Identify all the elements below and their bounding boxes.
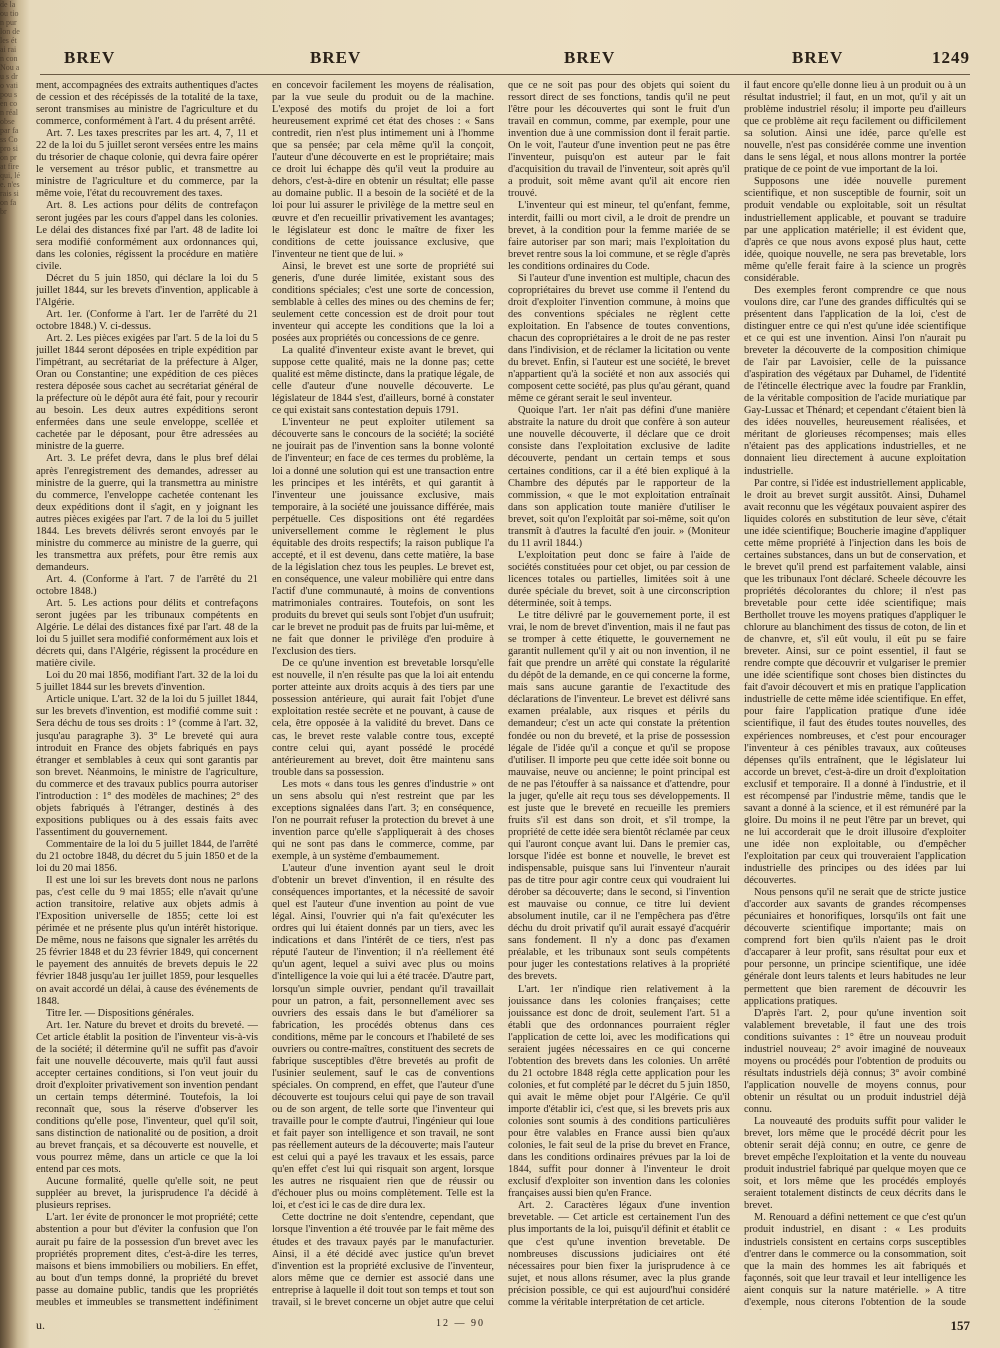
footer-sheet-mark: 12 — 90	[436, 1318, 485, 1329]
paragraph: De ce qu'une invention est brevetable lorsqu'elle est nouvelle, il n'en résulte pas que la loi ait entendu porter atteinte aux droits acquis à des tiers par une possession antérieure, qui aurait fait l'objet d'une exploitation restée secrète et ne pouvant, à cause de cela, être opposée à la validité du brevet. Dans ce cas, le brevet reste valable contre tous, excepté contre celui qui, ayant possédé le procédé antérieurement au brevet, doit être maintenu sans trouble dans sa possession.	[272, 658, 494, 778]
margin-text-fragment: de la ou tion pur lon de les étai rain con Nou au s dro vati pou sen con réal obse par fass Co pro sion prat fire qui, lée. n'es rais sion fabr	[0, 0, 20, 216]
page-number: 1249	[932, 48, 970, 67]
paragraph: L'exploitation peut donc se faire à l'aide de sociétés constituées pour cet objet, ou par cession de licences totales ou partielles, limitées soit à une durée spéciale du brevet, soit à une circonscription déterminée, soit à temps.	[508, 549, 730, 610]
paragraph: Art. 3. Le préfet devra, dans le plus bref délai après l'enregistrement des demandes, adresser au ministre de la guerre, qui la transmettra au ministre du commerce, l'enveloppe cachetée contenant les deux expéditions dont il s'agit, en y joignant les autres pièces exigées par l'art. 7 de la loi du 5 juillet 1844. Les brevets délivrés seront envoyés par le ministre du commerce au ministre de la guerre, qui les transmettra aux préfets, pour être remis aux demandeurs.	[36, 453, 258, 573]
paragraph: L'art. 1er n'indique rien relativement à la jouissance dans les colonies françaises; cette jouissance est donc de droit, seulement l'art. 51 a établi que des ordonnances pourraient régler l'application de cette loi, avec les modifications qui seraient jugées nécessaires en ce qui concerne l'obtention des brevets dans les colonies. Un arrêté du 21 octobre 1848 régla cette application pour les colonies, et fut complété par le décret du 5 juin 1850, qui avait le même objet pour l'Algérie. Ce qu'il importe d'établir ici, c'est que, si les brevets pris aux colonies sont soumis à des conditions particulières pour être valables en France aussi bien qu'aux colonies, le fait seul de la prise du brevet en France, dans les conditions ordinaires prévues par la loi de 1844, suffit pour donner à l'inventeur le droit exclusif d'exploiter son invention dans les colonies françaises aussi bien qu'en France.	[508, 983, 730, 1200]
page-footer	[36, 1318, 970, 1342]
paragraph: Des exemples feront comprendre ce que nous voulons dire, car l'une des grandes difficultés qui se présentent dans l'application de la loi, c'est de distinguer entre ce qui n'est qu'une idée scientifique et ce qui est une invention. Ainsi l'on n'aurait pu breveter la découverte de la composition chimique de l'air par Lavoisier, celle de la puissance d'aspiration des végétaux par Duhamel, de l'identité de l'étincelle électrique avec la foudre par Franklin, de la véritable composition de l'acide muriatique par Gay-Lussac et Thénard; et cependant c'étaient bien là des idées nouvelles, heureusement réalisées, et méritant de glorieuses récompenses; mais elles n'étaient pas des applications industrielles, et ne donnaient lieu directement à aucune exploitation industrielle.	[744, 284, 966, 477]
header-word-2: BREV	[310, 48, 362, 67]
paragraph: L'auteur d'une invention ayant seul le droit d'obtenir un brevet d'invention, il en résulte des conséquences importantes, et la nécessité de savoir quel est l'auteur d'une invention au point de vue légal. Ainsi, l'ouvrier qui n'a fait qu'exécuter les ordres qui lui étaient donnés par un tiers, avec les indications et dans l'intérêt de ce tiers, n'est pas réputé l'auteur de l'invention; il n'a réellement été qu'un agent, lequel a suivi avec plus ou moins d'intelligence la voie qui lui a été tracée. D'autre part, lorsqu'un simple ouvrier, pendant qu'il travaillait pour un patron, a fait, personnellement avec ses ouvriers des essais dans le but d'améliorer sa fabrication, les procédés obtenus dans ces conditions, même par le concours et l'habileté de ses ouvriers ou contre-maîtres, constituent des secrets de fabrique susceptibles d'être brevetés au profit de l'usinier seulement, sauf le cas de conventions spéciales. On comprend, en effet, que l'auteur d'une découverte est toujours celui qui paye de son travail ou de son argent, de telle sorte que l'inventeur qui travaille pour le compte d'autrui, l'ingénieur qui loue et fait payer son intelligence et son travail, ne sont pas réellement auteurs de la découverte; mais l'auteur est celui qui a payé les travaux et les essais, parce qu'en effet c'est lui qui risquait son argent, lorsque les autres ne risquaient rien que de réussir ou d'échouer plus ou moins complètement. Telle est la loi, et c'est ici le cas de dire dura lex.	[272, 863, 494, 1212]
paragraph: Par contre, si l'idée est industriellement applicable, le droit au brevet surgit aussitôt. Ainsi, Duhamel avait reconnu que les végétaux pouvaient aspirer des liquides colorés en substitution de leur sève, c'était une idée scientifique; Boucherie imagine d'appliquer cette même propriété à l'injection dans les bois de certaines substances, dans un but de conservation, et le brevet qu'il prend est parfaitement valable, ainsi que les tribunaux l'ont déclaré. Scheele découvre les propriétés décolorantes du chlore; il n'est pas brevetable pour cette idée scientifique; mais Berthollet trouve les moyens pratiques d'appliquer le chlorure au blanchiment des tissus de coton, de lin et de chanvre, et, s'il eût voulu, il eût pu se faire breveter. Ainsi, sur ce point essentiel, il faut se rendre compte que découvrir et vulgariser le premier une idée scientifique sont choses bien distinctes du fait d'avoir découvert et mis en pratique l'application industrielle de cette même idée scientifique. En effet, pour faire l'application pratique d'une idée scientifique, il faut des études toutes nouvelles, des expériences nombreuses, et c'est pour encourager l'inventeur à ces pénibles travaux, aux coûteuses dépenses qu'ils entraînent, que le législateur lui accorde un brevet, c'est-à-dire un droit d'exploitation exclusif et temporaire. Il a donné à l'industrie, et il est récompensé par l'industrie même, tandis que le savant a donné à la science, et il est rémunéré par la gloire. Du moins il ne peut l'être par un brevet, qui ne lui accorderait que le droit illusoire d'exploiter une idée non exploitable, ou d'empêcher l'exploitation par ceux qui trouveraient l'application industrielle des principes ou des idées par lui découvertes.	[744, 477, 966, 887]
paragraph: Aucune formalité, quelle qu'elle soit, ne peut suppléer au brevet, la jurisprudence l'a décidé à plusieurs reprises.	[36, 1176, 258, 1212]
paragraph	[508, 1309, 730, 1310]
paragraph: Quoique l'art. 1er n'ait pas défini d'une manière abstraite la nature du droit que confère à son auteur une nouvelle découverte, il déclare que ce droit consiste dans l'exploitation exclusive de ladite découverte, pendant un certain temps et sous certaines conditions, car il a été bien expliqué à la Chambre des députés par le rapporteur de la commission, « que le mot exploitation entraînait dans son application toute manière d'utiliser le brevet, soit qu'on l'exploitât par soi-même, soit qu'on transmît à d'autres la faculté d'en jouir. » (Moniteur du 11 avril 1844.)	[508, 405, 730, 549]
paragraph: L'inventeur qui est mineur, tel qu'enfant, femme, interdit, failli ou mort civil, a le droit de prendre un brevet, à la condition pour la femme mariée de se faire autoriser par son mari; mais l'exploitation du brevet rentre sous la loi commune, et se règle d'après les conditions ordinaires du Code.	[508, 200, 730, 272]
paragraph: que ce ne soit pas pour des objets qui soient du ressort direct de ses fonctions, tandis qu'il ne peut l'être pour les découvertes qui sont le fruit d'un travail en commun, comme, par exemple, pour une invention due à une commission dont il ferait partie. On le voit, l'auteur d'une invention peut ne pas être l'inventeur, puisqu'on est auteur par le fait d'acquisition du travail de l'inventeur, soit après qu'il a produit, soit même avant qu'il ait encore rien trouvé.	[508, 80, 730, 200]
paragraph: Loi du 20 mai 1856, modifiant l'art. 32 de la loi du 5 juillet 1844 sur les brevets d'invention.	[36, 670, 258, 694]
paragraph: L'inventeur ne peut exploiter utilement sa découverte sans le concours de la société; la société ne jouirait pas de l'invention sans la bonne volonté de l'inventeur; en face de ces termes du problème, la loi a donné une solution qui est une transaction entre les principes et les intérêts, et qui garantit à l'inventeur une jouissance exclusive, mais temporaire, à la société une jouissance différée, mais perpétuelle. Ces dispositions ont été regardées universellement comme le règlement le plus équitable des droits respectifs; la raison publique l'a accepté, et il est devenu, dans cette matière, la base de la législation chez tous les peuples. Le brevet est, en conséquence, une valeur mobilière qui entre dans l'actif d'une communauté, à moins de conventions matrimoniales contraires. Toutefois, on sont les produits du brevet qui seuls sont l'objet d'un usufruit; car le brevet ne produit pas de fruits par lui-même, et ne fait que donner le privilège d'en produire à l'exclusion des tiers.	[272, 417, 494, 658]
column-1	[36, 80, 258, 1310]
paragraph: Art. 5. Les actions pour délits et contrefaçons seront jugées par les tribunaux compétents en Algérie. Le délai des distances fixé par l'art. 48 de la loi du 5 juillet sera modifié conformément aux lois et décrets qui, dans l'Algérie, régissent la procédure en matière civile.	[36, 598, 258, 670]
paragraph: Cette doctrine ne doit s'entendre, cependant, que lorsque l'invention a été trouvée par le fait même des études et des travaux payés par le manufacturier. Ainsi, il a été décidé avec justice qu'un brevet d'invention est la propriété exclusive de l'inventeur, alors même que ce dernier est associé dans une entreprise à laquelle il doit tout son temps et tout son travail, si le brevet concerne un objet autre que celui	[272, 1212, 494, 1308]
paragraph: Les mots « dans tous les genres d'industrie » ont un sens absolu qui n'est restreint que par les exceptions signalées dans l'art. 3; en conséquence, l'on ne pourrait refuser la protection du brevet à une invention parce qu'elle s'appliquerait à des choses qui ne sont pas dans le commerce, comme, par exemple, à un système d'embaumement.	[272, 778, 494, 862]
column-2	[272, 80, 494, 1310]
header-word-3: BREV	[564, 48, 616, 67]
paragraph: L'art. 1er évite de prononcer le mot propriété; cette abstention a pour but d'éviter la confusion que l'on aurait pu faire de la possession d'un brevet avec les propriétés proprement dites, c'est-à-dire les terres, maisons et biens immobiliers ou mobiliers. En effet, au bout d'un temps donné, la propriété du brevet passe au domaine public, tandis que les propriétés meubles et immeubles se transmettent indéfiniment	[36, 1212, 258, 1308]
footer-signature: u.	[36, 1318, 45, 1332]
paragraph: Art. 1er. (Conforme à l'art. 1er de l'arrêté du 21 octobre 1848.) V. ci-dessus.	[36, 308, 258, 332]
paragraph: Le titre délivré par le gouvernement porte, il est vrai, le nom de brevet d'invention, mais il ne faut pas se tromper à cette étiquette, le gouvernement ne garantit nullement qu'il y ait ou non invention, il ne fait que prendre un arrêté qui constate la régularité du dépôt de la demande, en ce qui concerne la forme, mais sans aucune garantie de l'exactitude des déclarations de l'inventeur. Le brevet est délivré sans examen préalable, aux risques et périls du demandeur; c'est un acte qui constate la prétention fondée ou non du breveté, et la prise de possession légale de l'idée qu'il a conçue et qu'il se propose d'utiliser. Il importe peu que cette idée soit bonne ou mauvaise, neuve ou ancienne; le point principal est de ne pas l'étouffer à sa naissance et d'attendre, pour la juger, qu'elle ait reçu tous ses développements. Il est juste que le breveté en recueille les premiers fruits s'il est dans son droit, et s'il trompe, la propriété de cette idée sera bientôt réclamée par ceux qui l'auront conçue avant lui. Dans le premier cas, lorsque l'idée est bonne et nouvelle, le brevet est indispensable, puisque sans lui l'inventeur n'aurait pas de titre pour agir contre ceux qui voudraient lui dérober sa découverte; dans le second, si l'invention est mauvaise ou connue, ce titre lui devient absolument inutile, car il ne l'empêchera pas d'être déchu du droit privatif qu'il aurait essayé d'acquérir sans fondement. Il n'y a donc pas d'examen préalable, et les tribunaux sont seuls compétents pour juger les contestations relatives à la propriété des brevets.	[508, 610, 730, 983]
column-4	[744, 80, 966, 1310]
text-columns	[36, 80, 980, 1310]
paragraph: M. Renouard a défini nettement ce que c'est qu'un produit industriel, en disant : « Les produits industriels consistent en certains corps susceptibles d'entrer dans le commerce ou la consommation, soit que la main des hommes les ait fabriqués et façonnés, soit que leur travail et leur intelligence les aient conquis sur la nature matérielle. » A titre d'exemple, nous citerons l'obtention de la soude	[744, 1212, 966, 1308]
paragraph: D'après l'art. 2, pour qu'une invention soit valablement brevetable, il faut une des trois conditions suivantes : 1° être un nouveau produit industriel nouveau; 2° avoir imaginé de nouveaux moyens ou procédés pour l'obtention de produits ou résultats industriels déjà connus; 3° avoir combiné l'application nouvelle de moyens connus, pour obtenir un résultat ou un produit industriel déjà connu.	[744, 1007, 966, 1115]
footer-page-number: 157	[950, 1318, 970, 1333]
paragraph: Supposons une idée nouvelle purement scientifique, et non susceptible de fournir, soit un produit vendable ou exploitable, soit un résultat industriellement applicable, et pouvant se traduire par une application matérielle; il est évident que, d'après ce que nous avons exposé plus haut, cette idée, quoique nouvelle, ne sera pas brevetable, lors même qu'elle ferait faire à la science un progrès considérable.	[744, 176, 966, 284]
paragraph: Art. 2. Caractères légaux d'une invention brevetable. — Cet article est certainement l'un des plus importants de la loi, puisqu'il définit et établit ce que c'est qu'une invention brevetable. De nombreuses discussions judiciaires ont été nécessaires pour bien fixer la jurisprudence à ce sujet, et nous allons résumer, avec la plus grande précision possible, ce qui est aujourd'hui considéré comme la véritable interprétation de cet article.	[508, 1200, 730, 1308]
paragraph: La nouveauté des produits suffit pour valider le brevet, lors même que le procédé décrit pour les obtenir serait déjà connu; en outre, ce genre de brevet empêche l'exploitation et la vente du nouveau produit industriel fabriqué par quelque moyen que ce soit, et lors même que les procédés employés seraient totalement distincts de ceux décrits dans le brevet.	[744, 1116, 966, 1212]
paragraph: Art. 8. Les actions pour délits de contrefaçon seront jugées par les cours d'appel dans les colonies. Le délai des distances fixé par l'art. 48 de ladite loi sera modifié conformément aux ordonnances qui, dans les colonies, régissent la procédure en matière civile.	[36, 200, 258, 272]
header-word-1: BREV	[64, 48, 116, 67]
paragraph: ment, accompagnées des extraits authentiques d'actes de cession et des récépissés de la totalité de la taxe, seront transmises au ministre de l'agriculture et du commerce, conformément à l'art. 4 du présent arrêté.	[36, 80, 258, 128]
paragraph: Art. 7. Les taxes prescrites par les art. 4, 7, 11 et 22 de la loi du 5 juillet seront versées entre les mains du trésorier de chaque colonie, qui devra faire opérer le versement au trésor public, et transmettre au ministre de l'agriculture et du commerce, par la même voie, l'état du recouvrement des taxes.	[36, 128, 258, 200]
paragraph: Si l'auteur d'une invention est multiple, chacun des copropriétaires du brevet use comme il l'entend du droit d'exploiter l'invention commune, à moins que des conventions spéciales ne règlent cette exploitation. En l'absence de toutes conventions, chacun des copropriétaires a le droit de ne pas rester dans l'indivision, et de réclamer la licitation ou vente du brevet. Enfin, si l'auteur est une société, le brevet n'appartient qu'à la société et non aux associés qui composent cette société, pas plus qu'au gérant, quand même ce gérant serait le seul inventeur.	[508, 272, 730, 405]
running-header	[40, 48, 970, 72]
paragraph: il faut encore qu'elle donne lieu à un produit ou à un résultat industriel; il faut, en un mot, qu'il y ait un problème industriel résolu; il importe peu d'ailleurs que ce problème ait reçu facilement ou difficilement sa solution. Ainsi une idée, parce qu'elle est nouvelle, n'est pas considérée comme une invention dans le sens légal, et nous allons montrer la portée pratique de ce point de vue important de la loi.	[744, 80, 966, 176]
paragraph: Nous pensons qu'il ne serait que de stricte justice d'accorder aux savants de grandes récompenses pécuniaires et honorifiques, lorsqu'ils ont fait une découverte scientifique importante; mais on comprend fort bien qu'ils n'aient pas le droit d'accaparer à leur profit, sans résultat pour eux et pour personne, un principe scientifique, une idée générale dont leurs talents et leurs habitudes ne leur permettent que bien rarement de découvrir les applications pratiques.	[744, 887, 966, 1007]
paragraph: Art. 2. Les pièces exigées par l'art. 5 de la loi du 5 juillet 1844 seront déposées en triple expédition par l'impétrant, au secrétariat de la préfecture à Alger, Oran ou Constantine; une expédition de ces pièces restera déposée sous cachet au secrétariat général de la préfecture où le dépôt aura été fait, pour y recourir au besoin. Les deux autres expéditions seront enfermées dans une seule enveloppe, scellée et cachetée par le déposant, pour être adressées au ministre de la guerre.	[36, 332, 258, 453]
paragraph: Il est une loi sur les brevets dont nous ne parlons pas, c'est celle du 9 mai 1855; elle n'avait qu'une action transitoire, relative aux objets admis à l'Exposition universelle de 1855; cette loi est périmée et ne présente plus qu'un intérêt historique. De même, nous ne faisons que signaler les arrêtés du 25 février 1848 et du 23 février 1849, qui concernent le payement des annuités de brevets depuis le 22 février 1848 jusqu'au 1er juillet 1859, pour lesquelles on avait accordé un délai, à cause des événements de 1848.	[36, 875, 258, 1007]
column-3	[508, 80, 730, 1310]
paragraph: Titre Ier. — Dispositions générales.	[46, 1007, 194, 1019]
header-word-4: BREV	[792, 48, 844, 67]
paragraph: La qualité d'inventeur existe avant le brevet, qui suppose cette qualité, mais ne la donne pas; cette qualité est même distincte, dans la pratique légale, de celle d'auteur d'une nouvelle découverte. Le législateur de 1844 s'est, d'ailleurs, borné à constater ce qui existait sans contestation depuis 1791.	[272, 345, 494, 417]
header-rule	[40, 74, 970, 75]
paragraph: Décret du 5 juin 1850, qui déclare la loi du 5 juillet 1844, sur les brevets d'invention, applicable à l'Algérie.	[36, 272, 258, 308]
paragraph: Commentaire de la loi du 5 juillet 1844, de l'arrêté du 21 octobre 1848, du décret du 5 juin 1850 et de la loi du 20 mai 1856.	[36, 838, 258, 875]
paragraph: Art. 1er. Nature du brevet et droits du breveté. — Cet article établit la position de l'inventeur vis-à-vis de la société; il détermine qu'il ne suffit pas d'avoir fait une nouvelle découverte, mais qu'il faut aussi accepter certaines conditions, si l'on veut jouir du droit d'exploiter privativement son invention pendant un certain temps déterminé. Toutefois, la loi reconnaît que, sous la réserve d'observer les conditions qu'elle pose, l'inventeur, quel qu'il soit, sans distinction de nationalité ou de position, a droit au brevet français, et sa découverte est nouvelle, et vous pourrez même, dans un article ce que la loi entend par ces mots.	[36, 1019, 258, 1176]
paragraph: en concevoir facilement les moyens de réalisation, par la vue seule du produit ou de la machine. L'exposé des motifs du projet de loi a fort heureusement exprimé cet état des choses : « Sans contredit, rien n'est plus intimement uni à l'homme que sa pensée; par cela même qu'il la conçoit, l'auteur d'une découverte en est le propriétaire; mais ce droit lui échappe dès qu'il veut la produire au dehors, c'est-à-dire en obtenir un résultat; elle passe au domaine public. Il a besoin de la société et de la loi pour lui assurer le privilège de la mettre seul en œuvre et d'en recueillir privativement les avantages; le législateur est donc le maître de fixer les conditions de cette jouissance exclusive, que l'inventeur ne tient que de lui. »	[272, 80, 494, 260]
paragraph: Article unique. L'art. 32 de la loi du 5 juillet 1844, sur les brevets d'invention, est modifié comme suit : Sera déchu de tous ses droits : 1° (comme à l'art. 32, jusqu'au paragraphe 3). 3° Le breveté qui aura introduit en France des objets fabriqués en pays étranger et semblables à ceux qui sont garantis par son brevet. Néanmoins, le ministre de l'agriculture, du commerce et des travaux publics pourra autoriser l'introduction : 1° des modèles de machines; 2° des objets fabriqués à l'étranger, destinés à des expositions publiques ou à des essais faits avec l'assentiment du gouvernement.	[36, 694, 258, 838]
paragraph: Ainsi, le brevet est une sorte de propriété sui generis, d'une durée limitée, existant sous des conditions spéciales; c'est une sorte de concession, semblable à celles des mines ou des chemins de fer; seulement cette concession est de droit pour tout inventeur qui accepte les conditions que la loi a posées aux propriétés ou concessions de ce genre.	[272, 260, 494, 344]
paragraph: Art. 4. (Conforme à l'art. 7 de l'arrêté du 21 octobre 1848.)	[36, 573, 258, 597]
